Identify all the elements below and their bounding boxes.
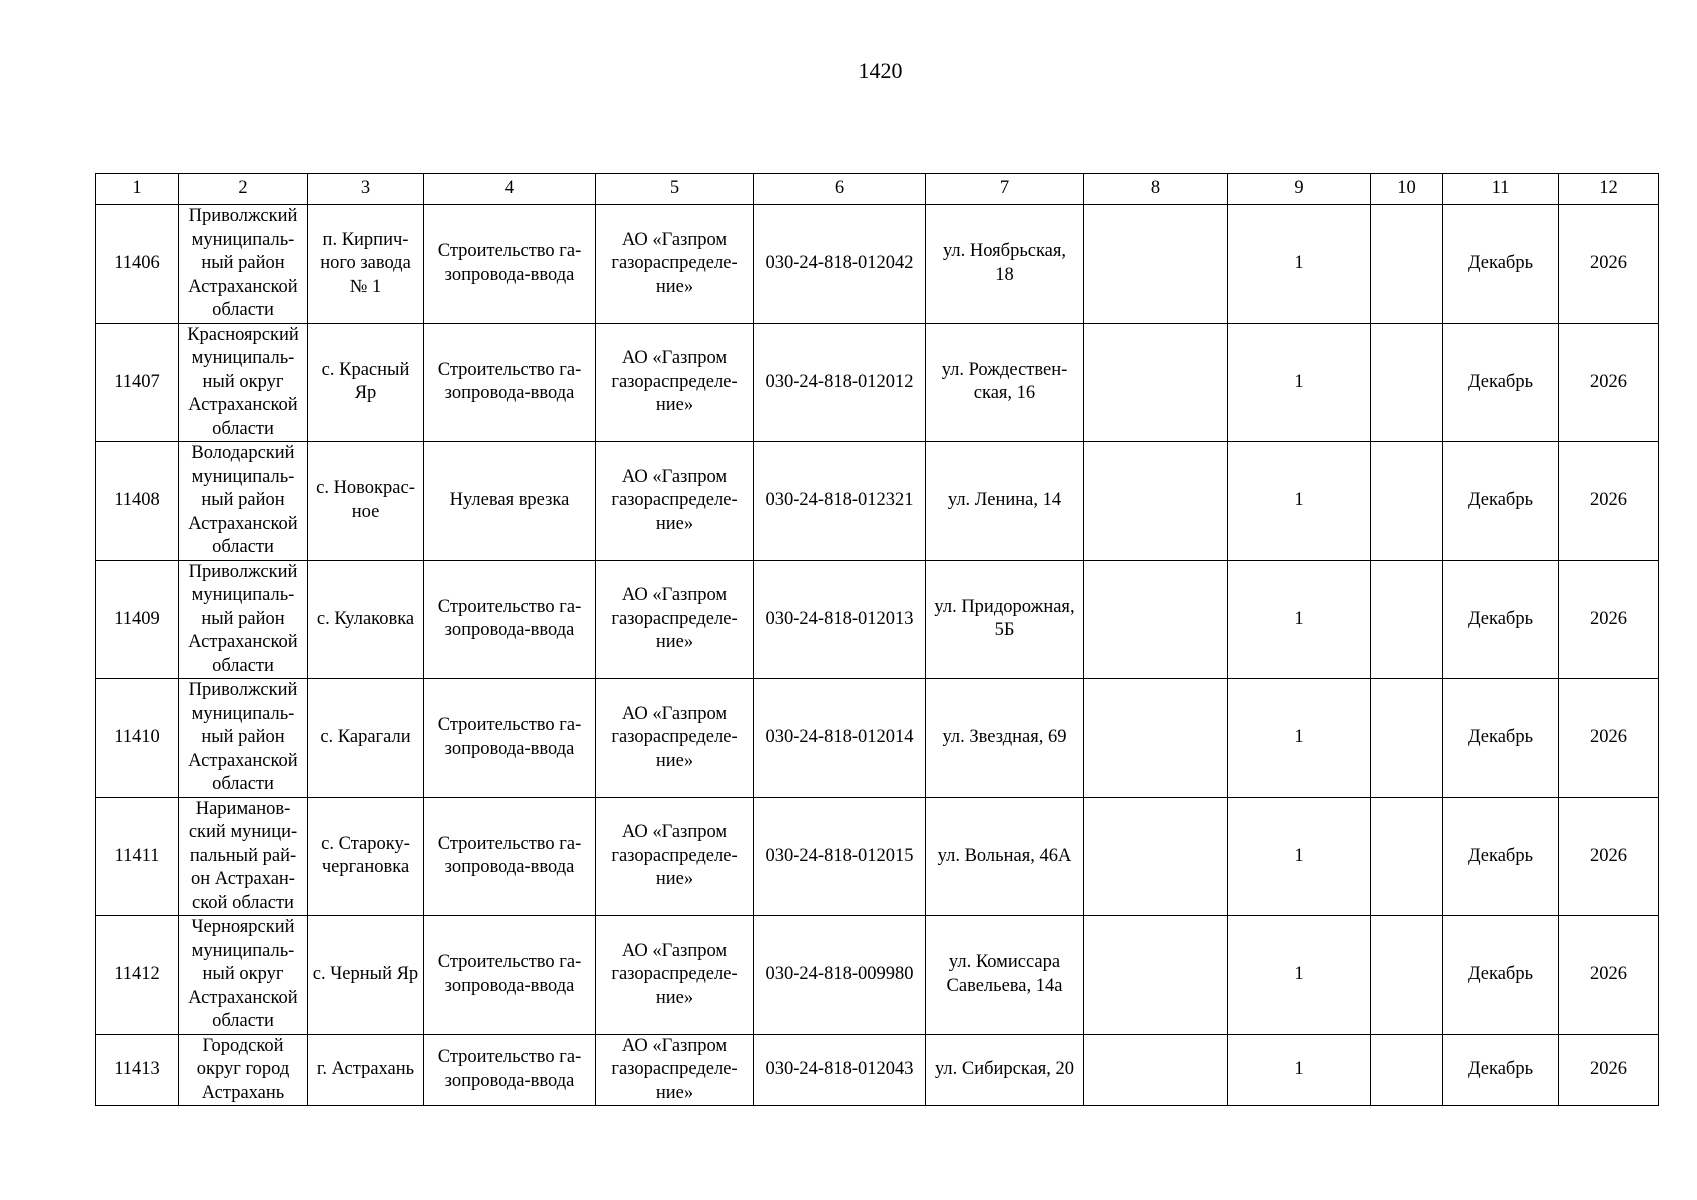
cell-col-8 xyxy=(1084,323,1228,442)
table-body xyxy=(96,205,1659,1106)
cell-municipality: Нариманов- ский муници- пальный рай- он Астрахан- ской области xyxy=(179,797,308,916)
cell-work-type: Строительство га- зопровода-ввода xyxy=(424,797,596,916)
cell-row-number: 11409 xyxy=(96,560,179,679)
cell-address: ул. Вольная, 46А xyxy=(926,797,1084,916)
cell-settlement: с. Черный Яр xyxy=(308,916,424,1035)
cell-object-code: 030-24-818-012042 xyxy=(754,205,926,324)
column-header: 11 xyxy=(1443,174,1559,205)
cell-municipality: Городской округ город Астрахань xyxy=(179,1034,308,1106)
cell-organization: АО «Газпром газораспределе- ние» xyxy=(596,679,754,798)
cell-organization: АО «Газпром газораспределе- ние» xyxy=(596,442,754,561)
cell-municipality: Володарский муниципаль- ный район Астраханской области xyxy=(179,442,308,561)
cell-address: ул. Придорожная, 5Б xyxy=(926,560,1084,679)
cell-row-number: 11413 xyxy=(96,1034,179,1106)
cell-organization: АО «Газпром газораспределе- ние» xyxy=(596,797,754,916)
cell-col-8 xyxy=(1084,560,1228,679)
cell-month: Декабрь xyxy=(1443,560,1559,679)
table-row xyxy=(96,1034,1659,1106)
cell-municipality: Приволжский муниципаль- ный район Астраханской области xyxy=(179,679,308,798)
cell-col-10 xyxy=(1371,323,1443,442)
table-row xyxy=(96,205,1659,324)
cell-object-code: 030-24-818-012012 xyxy=(754,323,926,442)
cell-municipality: Приволжский муниципаль- ный район Астраханской области xyxy=(179,205,308,324)
cell-quantity: 1 xyxy=(1228,916,1371,1035)
cell-settlement: с. Новокрас- ное xyxy=(308,442,424,561)
cell-organization: АО «Газпром газораспределе- ние» xyxy=(596,560,754,679)
cell-object-code: 030-24-818-012013 xyxy=(754,560,926,679)
cell-year: 2026 xyxy=(1559,797,1659,916)
cell-settlement: с. Красный Яр xyxy=(308,323,424,442)
column-header: 4 xyxy=(424,174,596,205)
column-header: 10 xyxy=(1371,174,1443,205)
cell-row-number: 11411 xyxy=(96,797,179,916)
cell-year: 2026 xyxy=(1559,916,1659,1035)
cell-address: ул. Рождествен- ская, 16 xyxy=(926,323,1084,442)
cell-address: ул. Звездная, 69 xyxy=(926,679,1084,798)
column-header: 6 xyxy=(754,174,926,205)
column-header: 8 xyxy=(1084,174,1228,205)
cell-col-10 xyxy=(1371,560,1443,679)
cell-col-10 xyxy=(1371,1034,1443,1106)
cell-object-code: 030-24-818-012014 xyxy=(754,679,926,798)
table-row xyxy=(96,797,1659,916)
cell-address: ул. Комиссара Савельева, 14а xyxy=(926,916,1084,1035)
cell-month: Декабрь xyxy=(1443,442,1559,561)
column-header: 3 xyxy=(308,174,424,205)
column-header: 7 xyxy=(926,174,1084,205)
cell-settlement: с. Карагали xyxy=(308,679,424,798)
cell-row-number: 11410 xyxy=(96,679,179,798)
cell-month: Декабрь xyxy=(1443,205,1559,324)
column-header: 9 xyxy=(1228,174,1371,205)
cell-month: Декабрь xyxy=(1443,916,1559,1035)
column-header: 5 xyxy=(596,174,754,205)
cell-organization: АО «Газпром газораспределе- ние» xyxy=(596,205,754,324)
cell-work-type: Нулевая врезка xyxy=(424,442,596,561)
cell-col-8 xyxy=(1084,916,1228,1035)
cell-col-8 xyxy=(1084,205,1228,324)
cell-col-8 xyxy=(1084,1034,1228,1106)
data-table xyxy=(95,173,1659,1106)
cell-month: Декабрь xyxy=(1443,1034,1559,1106)
table-row xyxy=(96,560,1659,679)
cell-quantity: 1 xyxy=(1228,323,1371,442)
cell-work-type: Строительство га- зопровода-ввода xyxy=(424,560,596,679)
cell-municipality: Приволжский муниципаль- ный район Астраханской области xyxy=(179,560,308,679)
cell-quantity: 1 xyxy=(1228,442,1371,561)
cell-month: Декабрь xyxy=(1443,323,1559,442)
table-row xyxy=(96,679,1659,798)
cell-row-number: 11412 xyxy=(96,916,179,1035)
cell-col-10 xyxy=(1371,679,1443,798)
cell-work-type: Строительство га- зопровода-ввода xyxy=(424,1034,596,1106)
cell-settlement: г. Астрахань xyxy=(308,1034,424,1106)
cell-organization: АО «Газпром газораспределе- ние» xyxy=(596,1034,754,1106)
cell-quantity: 1 xyxy=(1228,205,1371,324)
cell-col-10 xyxy=(1371,205,1443,324)
column-header: 1 xyxy=(96,174,179,205)
cell-work-type: Строительство га- зопровода-ввода xyxy=(424,323,596,442)
cell-year: 2026 xyxy=(1559,679,1659,798)
cell-address: ул. Ленина, 14 xyxy=(926,442,1084,561)
cell-organization: АО «Газпром газораспределе- ние» xyxy=(596,323,754,442)
cell-year: 2026 xyxy=(1559,442,1659,561)
cell-settlement: п. Кирпич- ного завода № 1 xyxy=(308,205,424,324)
cell-settlement: с. Кулаковка xyxy=(308,560,424,679)
page-number: 1420 xyxy=(858,58,903,83)
cell-year: 2026 xyxy=(1559,1034,1659,1106)
cell-row-number: 11408 xyxy=(96,442,179,561)
cell-col-8 xyxy=(1084,679,1228,798)
cell-month: Декабрь xyxy=(1443,797,1559,916)
cell-municipality: Красноярский муниципаль- ный округ Астраханской области xyxy=(179,323,308,442)
cell-organization: АО «Газпром газораспределе- ние» xyxy=(596,916,754,1035)
cell-address: ул. Ноябрьская, 18 xyxy=(926,205,1084,324)
cell-settlement: с. Староку- чергановка xyxy=(308,797,424,916)
table-row xyxy=(96,442,1659,561)
cell-col-10 xyxy=(1371,916,1443,1035)
cell-object-code: 030-24-818-009980 xyxy=(754,916,926,1035)
cell-year: 2026 xyxy=(1559,205,1659,324)
column-header: 2 xyxy=(179,174,308,205)
cell-year: 2026 xyxy=(1559,323,1659,442)
cell-object-code: 030-24-818-012321 xyxy=(754,442,926,561)
cell-col-10 xyxy=(1371,797,1443,916)
cell-col-10 xyxy=(1371,442,1443,561)
cell-municipality: Черноярский муниципаль- ный округ Астраханской области xyxy=(179,916,308,1035)
cell-col-8 xyxy=(1084,797,1228,916)
cell-row-number: 11406 xyxy=(96,205,179,324)
table-row xyxy=(96,916,1659,1035)
cell-quantity: 1 xyxy=(1228,1034,1371,1106)
cell-month: Декабрь xyxy=(1443,679,1559,798)
cell-address: ул. Сибирская, 20 xyxy=(926,1034,1084,1106)
cell-object-code: 030-24-818-012043 xyxy=(754,1034,926,1106)
cell-year: 2026 xyxy=(1559,560,1659,679)
cell-quantity: 1 xyxy=(1228,560,1371,679)
table-row xyxy=(96,323,1659,442)
cell-object-code: 030-24-818-012015 xyxy=(754,797,926,916)
column-header: 12 xyxy=(1559,174,1659,205)
cell-work-type: Строительство га- зопровода-ввода xyxy=(424,916,596,1035)
cell-work-type: Строительство га- зопровода-ввода xyxy=(424,205,596,324)
cell-work-type: Строительство га- зопровода-ввода xyxy=(424,679,596,798)
cell-quantity: 1 xyxy=(1228,679,1371,798)
cell-col-8 xyxy=(1084,442,1228,561)
cell-quantity: 1 xyxy=(1228,797,1371,916)
cell-row-number: 11407 xyxy=(96,323,179,442)
table-header-row xyxy=(96,174,1659,205)
